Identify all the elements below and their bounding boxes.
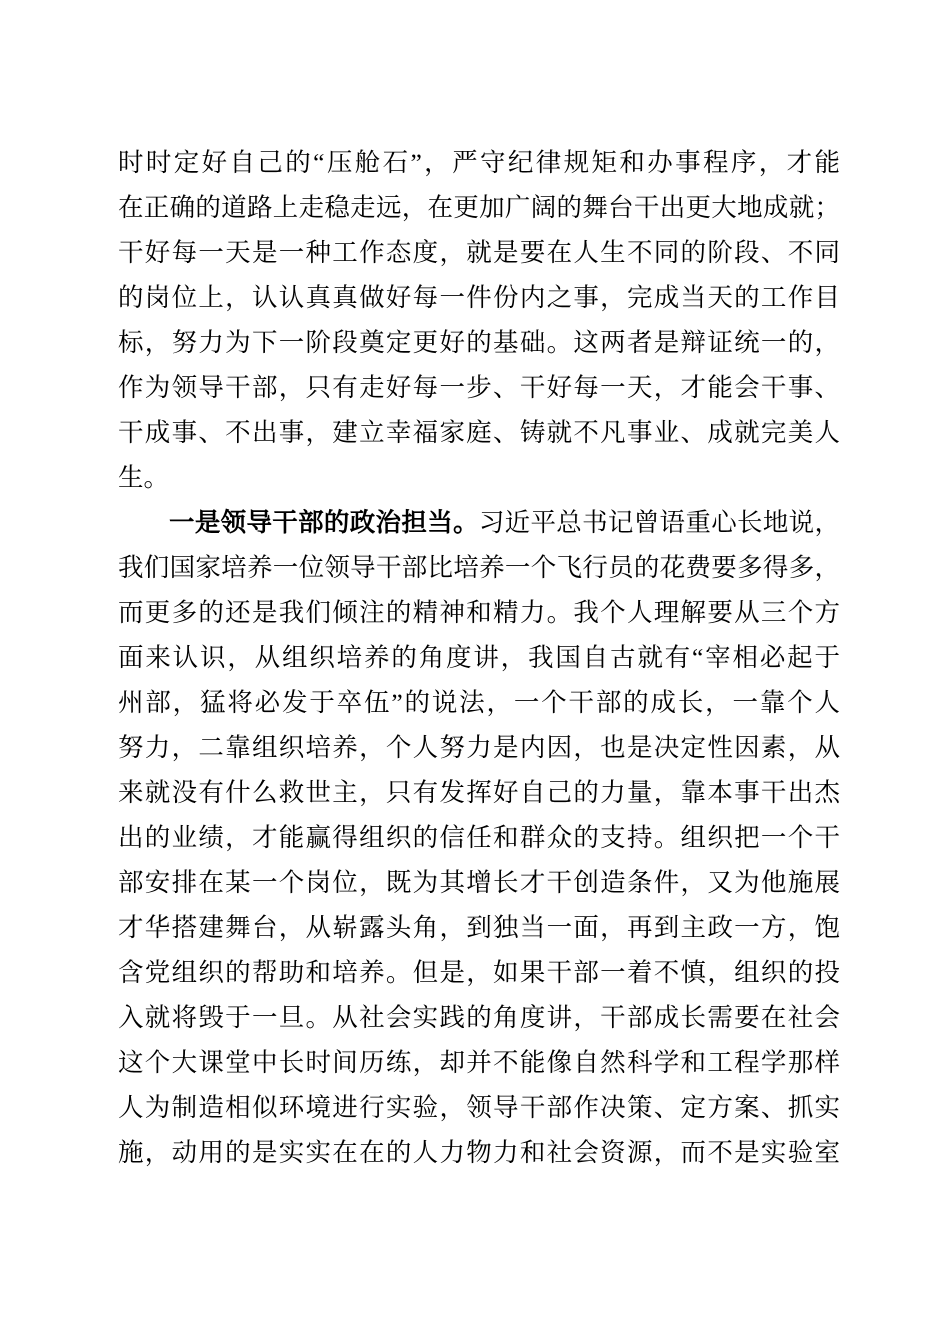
- line-text: 的岗位上，认认真真做好每一件份内之事，完成当天的工作目: [118, 283, 840, 312]
- text-line: [118, 1085, 840, 1130]
- line-text: 来就没有什么救世主，只有发挥好自己的力量，靠本事干出杰: [118, 778, 840, 807]
- text-line: [118, 185, 840, 230]
- line-text: 作为领导干部，只有走好每一步、干好每一天，才能会干事、: [118, 373, 840, 402]
- text-line: [118, 275, 840, 320]
- line-text: 面来认识，从组织培养的角度讲，我国自古就有“宰相必起于: [118, 643, 840, 672]
- bold-lead: 一是领导干部的政治担当。: [169, 508, 479, 537]
- paragraph-1: [118, 140, 840, 500]
- text-line: [118, 725, 840, 770]
- text-line: [118, 320, 840, 365]
- text-line: [118, 1040, 840, 1085]
- line-text: 出的业绩，才能赢得组织的信任和群众的支持。组织把一个干: [118, 823, 840, 852]
- line-text: 施，动用的是实实在在的人力物力和社会资源，而不是实验室: [118, 1138, 840, 1167]
- text-line: [118, 1130, 840, 1175]
- text-line: [118, 860, 840, 905]
- text-line: [118, 545, 840, 590]
- text-line: [118, 635, 840, 680]
- line-text: 在正确的道路上走稳走远，在更加广阔的舞台干出更大地成就；: [118, 193, 840, 222]
- line-text: 这个大课堂中长时间历练，却并不能像自然科学和工程学那样: [118, 1048, 840, 1077]
- line-text: 含党组织的帮助和培养。但是，如果干部一着不慎，组织的投: [118, 958, 840, 987]
- text-line: [118, 905, 840, 950]
- line-text: 入就将毁于一旦。从社会实践的角度讲，干部成长需要在社会: [118, 1003, 840, 1032]
- line-text: 干好每一天是一种工作态度，就是要在人生不同的阶段、不同: [118, 238, 840, 267]
- text-line: [118, 590, 840, 635]
- line-text: 部安排在某一个岗位，既为其增长才干创造条件，又为他施展: [118, 868, 840, 897]
- text-line: [118, 995, 840, 1040]
- text-line: [118, 815, 840, 860]
- text-line: [118, 455, 840, 500]
- line-text: 才华搭建舞台，从崭露头角，到独当一面，再到主政一方，饱: [118, 913, 840, 942]
- text-line: [118, 365, 840, 410]
- line-text: 标，努力为下一阶段奠定更好的基础。这两者是辩证统一的，: [118, 328, 840, 357]
- paragraph-2: [118, 500, 840, 1175]
- text-line: [118, 680, 840, 725]
- text-block: [118, 140, 840, 1175]
- line-text: 生。: [118, 463, 170, 492]
- line-text: 时时定好自己的“压舱石”，严守纪律规矩和办事程序，才能: [118, 148, 840, 177]
- line-text: 州部，猛将必发于卒伍”的说法，一个干部的成长，一靠个人: [118, 688, 840, 717]
- text-line: [118, 140, 840, 185]
- line-text: 我们国家培养一位领导干部比培养一个飞行员的花费要多得多，: [118, 553, 840, 582]
- text-line: [118, 500, 840, 545]
- text-line: [118, 950, 840, 995]
- line-text: 习近平总书记曾语重心长地说，: [478, 508, 840, 537]
- line-text: 而更多的还是我们倾注的精神和精力。我个人理解要从三个方: [118, 598, 840, 627]
- line-text: 人为制造相似环境进行实验，领导干部作决策、定方案、抓实: [118, 1093, 840, 1122]
- line-text: 干成事、不出事，建立幸福家庭、铸就不凡事业、成就完美人: [118, 418, 840, 447]
- text-line: [118, 230, 840, 275]
- text-line: [118, 770, 840, 815]
- line-text: 努力，二靠组织培养，个人努力是内因，也是决定性因素，从: [118, 733, 840, 762]
- text-line: [118, 410, 840, 455]
